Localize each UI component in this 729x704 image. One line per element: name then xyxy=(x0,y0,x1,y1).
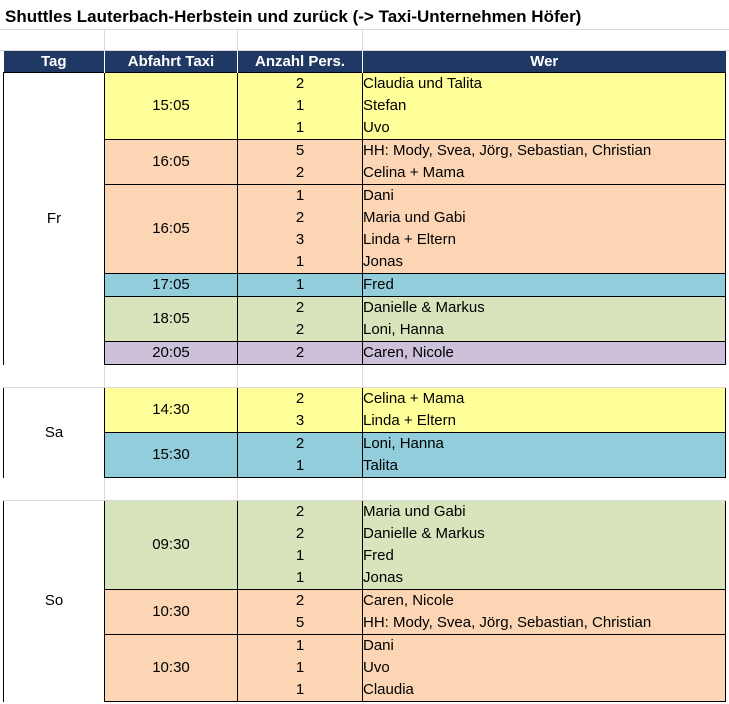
person-count-cell[interactable]: 1 xyxy=(238,274,363,297)
departure-time-cell[interactable]: 16:05 xyxy=(105,140,238,185)
person-count-cell[interactable]: 3 xyxy=(238,229,363,251)
empty-cell[interactable] xyxy=(4,478,105,501)
person-count-cell[interactable]: 1 xyxy=(238,251,363,274)
passenger-names-cell[interactable]: Fred xyxy=(363,274,726,297)
departure-time-cell[interactable]: 20:05 xyxy=(105,342,238,365)
table-row xyxy=(4,274,726,297)
passenger-names-cell[interactable]: Danielle & Markus xyxy=(363,297,726,320)
table-row xyxy=(4,185,726,208)
person-count-cell[interactable]: 1 xyxy=(238,567,363,590)
person-count-cell[interactable]: 3 xyxy=(238,410,363,433)
passenger-names-cell[interactable]: Linda + Eltern xyxy=(363,229,726,251)
departure-time-cell[interactable]: 15:30 xyxy=(105,433,238,478)
passenger-names-cell[interactable]: Maria und Gabi xyxy=(363,207,726,229)
header-who[interactable]: Wer xyxy=(363,51,726,73)
person-count-cell[interactable]: 1 xyxy=(238,679,363,702)
passenger-names-cell[interactable]: Celina + Mama xyxy=(363,162,726,185)
passenger-names-cell[interactable]: Fred xyxy=(363,545,726,567)
passenger-names-cell[interactable]: Uvo xyxy=(363,117,726,140)
passenger-names-cell[interactable]: HH: Mody, Svea, Jörg, Sebastian, Christian xyxy=(363,612,726,635)
passenger-names-cell[interactable]: Caren, Nicole xyxy=(363,590,726,613)
departure-time-cell[interactable]: 10:30 xyxy=(105,590,238,635)
gridline xyxy=(104,29,105,51)
empty-cell[interactable] xyxy=(363,478,726,501)
empty-cell[interactable] xyxy=(105,478,238,501)
person-count-cell[interactable]: 2 xyxy=(238,207,363,229)
empty-cell[interactable] xyxy=(363,365,726,388)
table-row xyxy=(4,635,726,658)
passenger-names-cell[interactable]: Linda + Eltern xyxy=(363,410,726,433)
day-cell[interactable]: So xyxy=(4,501,105,702)
passenger-names-cell[interactable]: Danielle & Markus xyxy=(363,523,726,545)
person-count-cell[interactable]: 1 xyxy=(238,635,363,658)
header-count[interactable]: Anzahl Pers. xyxy=(238,51,363,73)
person-count-cell[interactable]: 1 xyxy=(238,117,363,140)
departure-time-cell[interactable]: 14:30 xyxy=(105,388,238,433)
passenger-names-cell[interactable]: Talita xyxy=(363,455,726,478)
departure-time-cell[interactable]: 10:30 xyxy=(105,635,238,702)
person-count-cell[interactable]: 5 xyxy=(238,612,363,635)
passenger-names-cell[interactable]: Dani xyxy=(363,635,726,658)
empty-cell[interactable] xyxy=(238,365,363,388)
person-count-cell[interactable]: 2 xyxy=(238,162,363,185)
person-count-cell[interactable]: 5 xyxy=(238,140,363,163)
day-cell[interactable]: Sa xyxy=(4,388,105,478)
header-tag[interactable]: Tag xyxy=(4,51,105,73)
departure-time-cell[interactable]: 15:05 xyxy=(105,73,238,140)
empty-cell[interactable] xyxy=(105,365,238,388)
table-row xyxy=(4,297,726,320)
passenger-names-cell[interactable]: Stefan xyxy=(363,95,726,117)
table-row xyxy=(4,388,726,411)
passenger-names-cell[interactable]: Claudia und Talita xyxy=(363,73,726,96)
header-row xyxy=(4,51,726,73)
table-row xyxy=(4,501,726,524)
passenger-names-cell[interactable]: Loni, Hanna xyxy=(363,433,726,456)
passenger-names-cell[interactable]: Loni, Hanna xyxy=(363,319,726,342)
shuttle-schedule-table xyxy=(3,51,726,702)
separator-row xyxy=(4,365,726,388)
table-row xyxy=(4,590,726,613)
person-count-cell[interactable]: 1 xyxy=(238,185,363,208)
sheet-title[interactable]: Shuttles Lauterbach-Herbstein und zurück (-> Taxi-Unternehmen Höfer) xyxy=(5,7,582,26)
table-row xyxy=(4,433,726,456)
person-count-cell[interactable]: 1 xyxy=(238,455,363,478)
person-count-cell[interactable]: 1 xyxy=(238,657,363,679)
person-count-cell[interactable]: 2 xyxy=(238,388,363,411)
person-count-cell[interactable]: 2 xyxy=(238,590,363,613)
day-cell[interactable]: Fr xyxy=(4,73,105,365)
person-count-cell[interactable]: 1 xyxy=(238,95,363,117)
gridline xyxy=(237,29,238,51)
departure-time-cell[interactable]: 17:05 xyxy=(105,274,238,297)
departure-time-cell[interactable]: 18:05 xyxy=(105,297,238,342)
passenger-names-cell[interactable]: Jonas xyxy=(363,251,726,274)
header-time[interactable]: Abfahrt Taxi xyxy=(105,51,238,73)
person-count-cell[interactable]: 2 xyxy=(238,73,363,96)
person-count-cell[interactable]: 2 xyxy=(238,319,363,342)
table-row xyxy=(4,73,726,96)
gridline xyxy=(362,29,363,51)
passenger-names-cell[interactable]: HH: Mody, Svea, Jörg, Sebastian, Christian xyxy=(363,140,726,163)
person-count-cell[interactable]: 2 xyxy=(238,433,363,456)
person-count-cell[interactable]: 2 xyxy=(238,501,363,524)
passenger-names-cell[interactable]: Celina + Mama xyxy=(363,388,726,411)
person-count-cell[interactable]: 2 xyxy=(238,342,363,365)
passenger-names-cell[interactable]: Claudia xyxy=(363,679,726,702)
person-count-cell[interactable]: 2 xyxy=(238,523,363,545)
person-count-cell[interactable]: 2 xyxy=(238,297,363,320)
table-row xyxy=(4,342,726,365)
gridline xyxy=(0,29,729,30)
empty-cell[interactable] xyxy=(238,478,363,501)
person-count-cell[interactable]: 1 xyxy=(238,545,363,567)
passenger-names-cell[interactable]: Uvo xyxy=(363,657,726,679)
empty-cell[interactable] xyxy=(4,365,105,388)
departure-time-cell[interactable]: 16:05 xyxy=(105,185,238,274)
table-row xyxy=(4,140,726,163)
passenger-names-cell[interactable]: Jonas xyxy=(363,567,726,590)
passenger-names-cell[interactable]: Caren, Nicole xyxy=(363,342,726,365)
departure-time-cell[interactable]: 09:30 xyxy=(105,501,238,590)
passenger-names-cell[interactable]: Dani xyxy=(363,185,726,208)
passenger-names-cell[interactable]: Maria und Gabi xyxy=(363,501,726,524)
separator-row xyxy=(4,478,726,501)
